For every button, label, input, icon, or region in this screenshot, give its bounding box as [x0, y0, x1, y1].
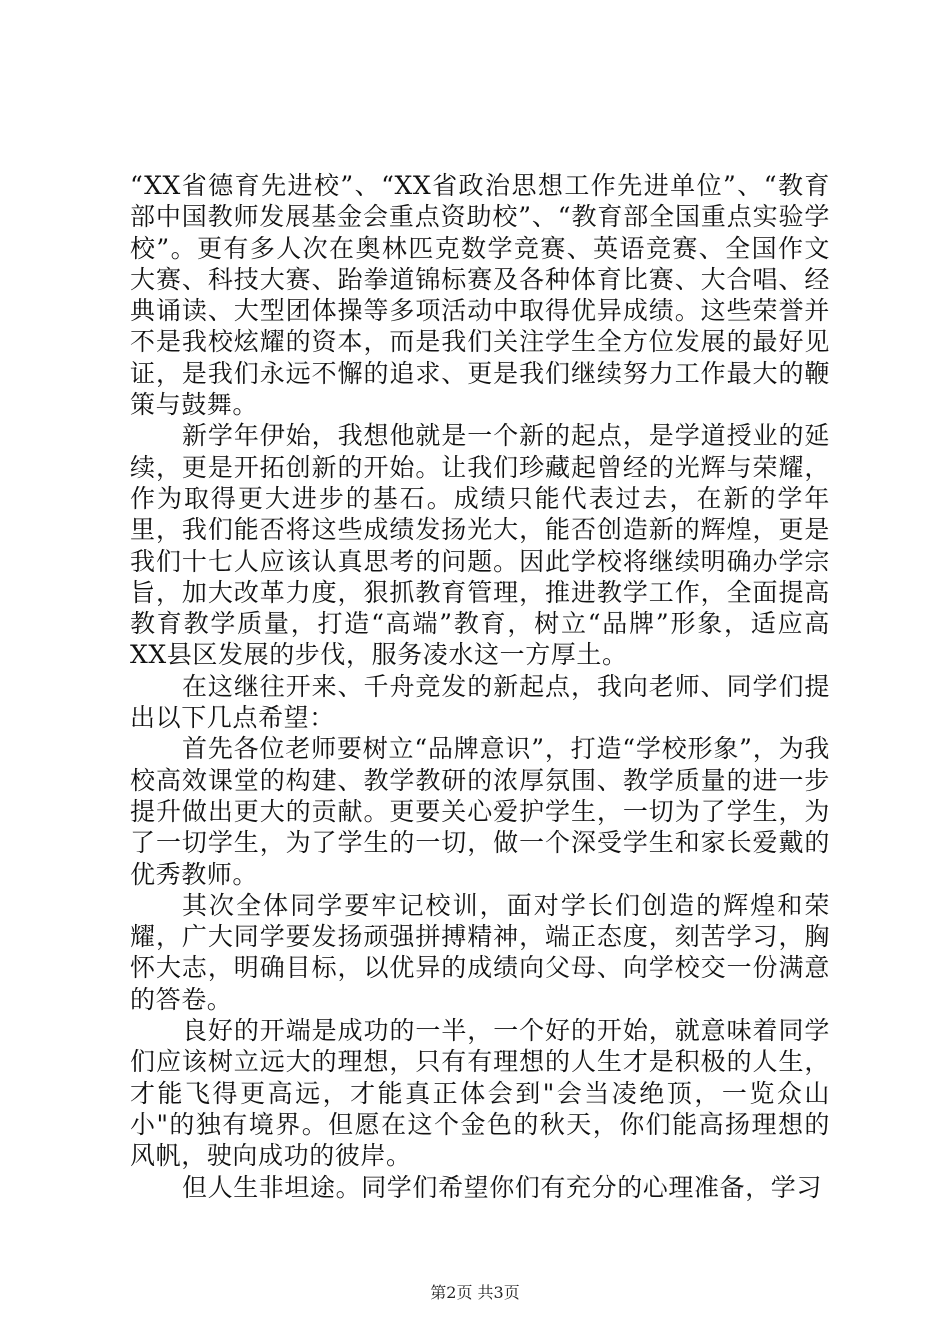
paragraph-1: “XX省德育先进校”、“XX省政治思想工作先进单位”、“教育部中国教师发展基金会重点资助校”、“教育部全国重点实验学校”。更有多人次在奥林匹克数学竞赛、英语竞赛、全国作文大赛、科技大赛、跆拳道锦标赛及各种体育比赛、大合唱、经典诵读、大型团体操等多项活动中取得优异成绩。这些荣誉并不是我校炫耀的资本，而是我们关注学生全方位发展的最好见证，是我们永远不懈的追求、更是我们继续努力工作最大的鞭策与鼓舞。 — [130, 171, 830, 420]
paragraph-3: 在这继往开来、千舟竞发的新起点，我向老师、同学们提出以下几点希望： — [130, 671, 830, 733]
paragraph-5: 其次全体同学要牢记校训，面对学长们创造的辉煌和荣耀，广大同学要发扬顽强拼搏精神，端正态度，刻苦学习，胸怀大志，明确目标，以优异的成绩向父母、向学校交一份满意的答卷。 — [130, 890, 830, 1014]
document-body — [130, 170, 830, 1203]
paragraph-6: 良好的开端是成功的一半，一个好的开始，就意味着同学们应该树立远大的理想，只有有理想的人生才是积极的人生，才能飞得更高远，才能真正体会到"会当凌绝顶，一览众山小"的独有境界。但愿在这个金色的秋天，你们能高扬理想的风帆，驶向成功的彼岸。 — [130, 1016, 830, 1171]
page-footer: 第2页 共3页 — [430, 1283, 520, 1302]
paragraph-4: 首先各位老师要树立“品牌意识”，打造“学校形象”，为我校高效课堂的构建、教学教研的浓厚氛围、教学质量的进一步提升做出更大的贡献。更要关心爱护学生，一切为了学生，为了一切学生，为了学生的一切，做一个深受学生和家长爱戴的优秀教师。 — [130, 734, 830, 889]
paragraph-7: 但人生非坦途。同学们希望你们有充分的心理准备，学习 — [182, 1172, 823, 1202]
paragraph-2: 新学年伊始，我想他就是一个新的起点，是学道授业的延续，更是开拓创新的开始。让我们珍藏起曾经的光辉与荣耀，作为取得更大进步的基石。成绩只能代表过去，在新的学年里，我们能否将这些成绩发扬光大，能否创造新的辉煌，更是我们十七人应该认真思考的问题。因此学校将继续明确办学宗旨，加大改革力度，狠抓教育管理，推进教学工作，全面提高教育教学质量，打造“高端”教育，树立“品牌”形象，适应高XX县区发展的步伐，服务凌水这一方厚土。 — [130, 421, 830, 670]
